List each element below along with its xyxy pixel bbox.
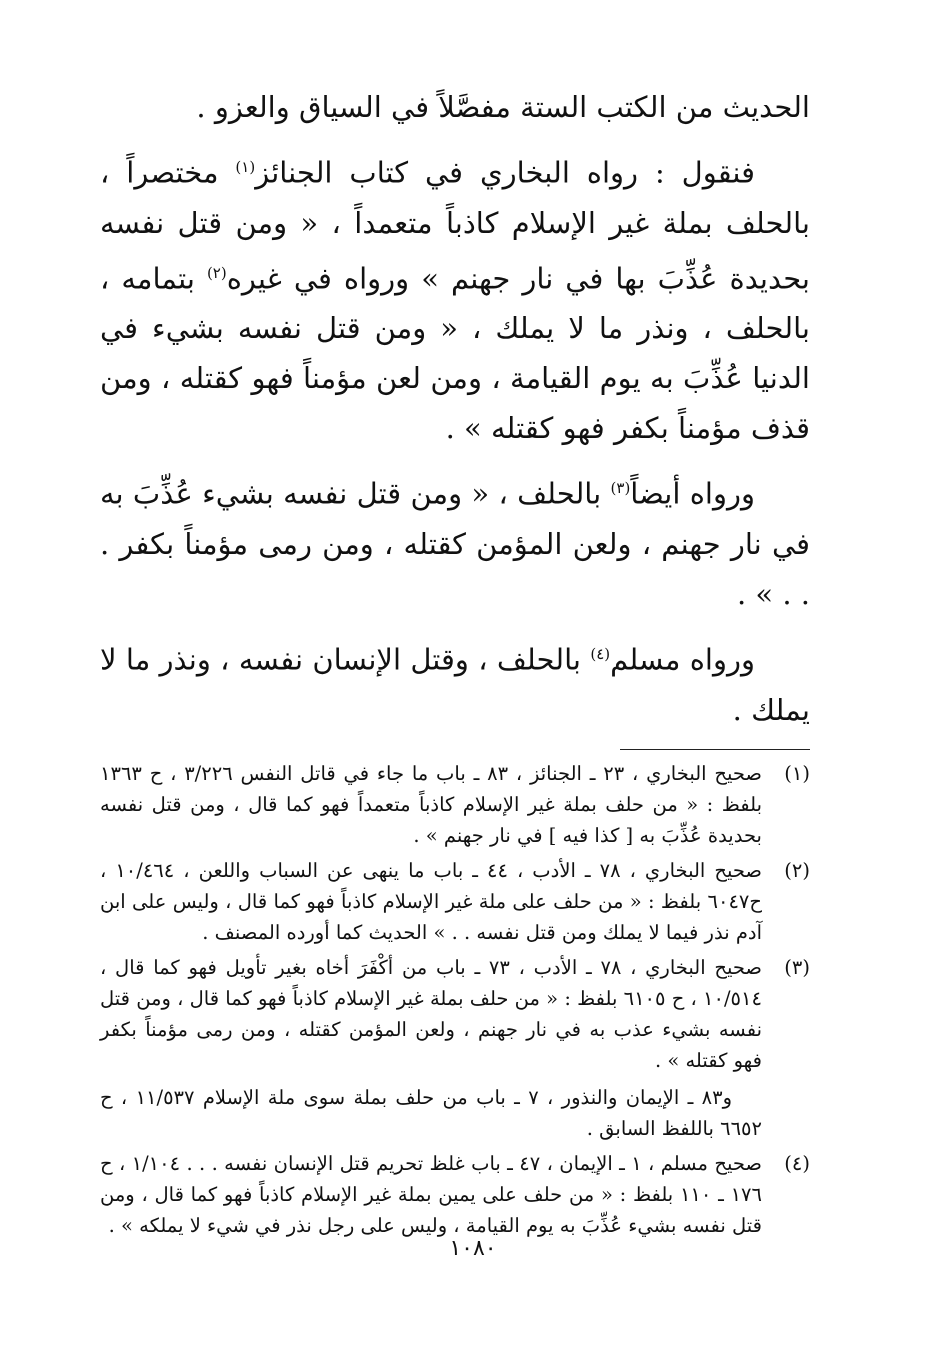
footnote-number: (٣) bbox=[784, 955, 810, 979]
text-span: الحديث من الكتب الستة مفصَّلاً في السياق والعزو . bbox=[196, 90, 810, 124]
footnote-3 bbox=[100, 952, 810, 1144]
footnote-text: صحيح البخاري ، ٧٨ ـ الأدب ، ٧٣ ـ باب من أكْفَرَ أخاه بغير تأويل فهو كما قال ، ١٠/٥١٤ ، ح ٦١٠٥ بلفظ : « من حلف بملة غير الإسلام كاذباً فهو كما قال ، ومن قتل نفسه بشيء عذب به في نار جهنم ، ولعن المؤمن كقتله ، ومن رمى مؤمناً بكفر فهو كقتله » . bbox=[100, 955, 762, 1072]
footnote-ref-3[interactable]: (٣) bbox=[610, 479, 631, 498]
footnote-number: (٤) bbox=[784, 1151, 810, 1175]
footnote-body bbox=[100, 855, 762, 948]
footnote-subtext: و٨٣ ـ الإيمان والنذور ، ٧ ـ باب من حلف بملة سوى ملة الإسلام ١١/٥٣٧ ، ح ٦٦٥٢ باللفظ السابق . bbox=[100, 1085, 762, 1140]
page-number: ١٠٨٠ bbox=[449, 1236, 497, 1261]
paragraph-intro bbox=[100, 82, 810, 132]
text-span: ورواه أيضاً bbox=[630, 476, 755, 511]
main-text bbox=[100, 82, 810, 735]
footnotes bbox=[100, 758, 810, 1241]
text-span: بالحلف ، « ومن قتل نفسه بشيء عُذِّبَ به في نار جهنم ، ولعن المؤمن كقتله ، ومن رمى مؤمناً بكفر . . . » . bbox=[100, 476, 810, 611]
footnote-text: صحيح البخاري ، ٧٨ ـ الأدب ، ٤٤ ـ باب ما ينهى عن السباب واللعن ، ١٠/٤٦٤ ، ح٦٠٤٧ بلفظ : « من حلف على ملة غير الإسلام كاذباً فهو كما قال ، وليس على ابن آدم نذر فيما لا يملك ومن قتل نفسه . . » الحديث كما أورده المصنف . bbox=[100, 858, 762, 944]
footnote-1 bbox=[100, 758, 810, 851]
footnote-body bbox=[100, 1148, 762, 1241]
footnote-ref-4[interactable]: (٤) bbox=[590, 644, 611, 663]
paragraph-3 bbox=[100, 629, 810, 735]
footnote-ref-1[interactable]: (١) bbox=[235, 158, 256, 176]
footnote-body bbox=[100, 952, 762, 1144]
footnote-ref-2[interactable]: (٢) bbox=[206, 263, 227, 282]
text-span: بالحلف ، وقتل الإنسان نفسه ، ونذر ما لا يملك . bbox=[100, 642, 810, 727]
footnote-number: (١) bbox=[784, 761, 810, 785]
paragraph-1 bbox=[100, 142, 810, 453]
footnote-text: صحيح مسلم ، ١ ـ الإيمان ، ٤٧ ـ باب غلظ تحريم قتل الإنسان نفسه . . . ١/١٠٤ ، ح ١٧٦ ـ ١١٠ بلفظ : « من حلف على يمين بملة غير الإسلام كاذباً فهو كما قال ، ومن قتل نفسه بشيء عُذِّبَ به يوم القيامة ، وليس على رجل نذر في شيء لا يملكه » . bbox=[100, 1151, 762, 1237]
text-span: ورواه مسلم bbox=[610, 642, 756, 677]
footnote-text: صحيح البخاري ، ٢٣ ـ الجنائز ، ٨٣ ـ باب ما جاء في قاتل النفس ٣/٢٢٦ ، ح ١٣٦٣ بلفظ : « من حلف بملة غير الإسلام كاذباً متعمداً فهو كما قال ، ومن قتل نفسه بحديدة عُذِّبَ به [ كذا فيه ] في نار جهنم » . bbox=[100, 761, 762, 847]
text-span: مختصراً ، بالحلف بملة غير الإسلام كاذباً متعمداً ، « ومن قتل نفسه بحديدة عُذِّبَ بها في نار جهنم » ورواه في غيره bbox=[100, 155, 811, 296]
footnote-divider bbox=[620, 749, 810, 750]
footnote-number: (٢) bbox=[784, 858, 810, 882]
text-span: بتمامه ، بالحلف ، ونذر ما لا يملك ، « ومن قتل نفسه بشيء في الدنيا عُذِّبَ به يوم القيامة ، ومن لعن مؤمناً فهو كقتله ، ومن قذف مؤمناً بكفر فهو كقتله » . bbox=[100, 261, 810, 446]
footnote-4 bbox=[100, 1148, 810, 1241]
paragraph-2 bbox=[100, 463, 810, 619]
page-body bbox=[100, 82, 810, 1241]
footnote-body bbox=[100, 758, 762, 851]
footnote-2 bbox=[100, 855, 810, 948]
text-span: فنقول : رواه البخاري في كتاب الجنائز bbox=[255, 155, 755, 190]
